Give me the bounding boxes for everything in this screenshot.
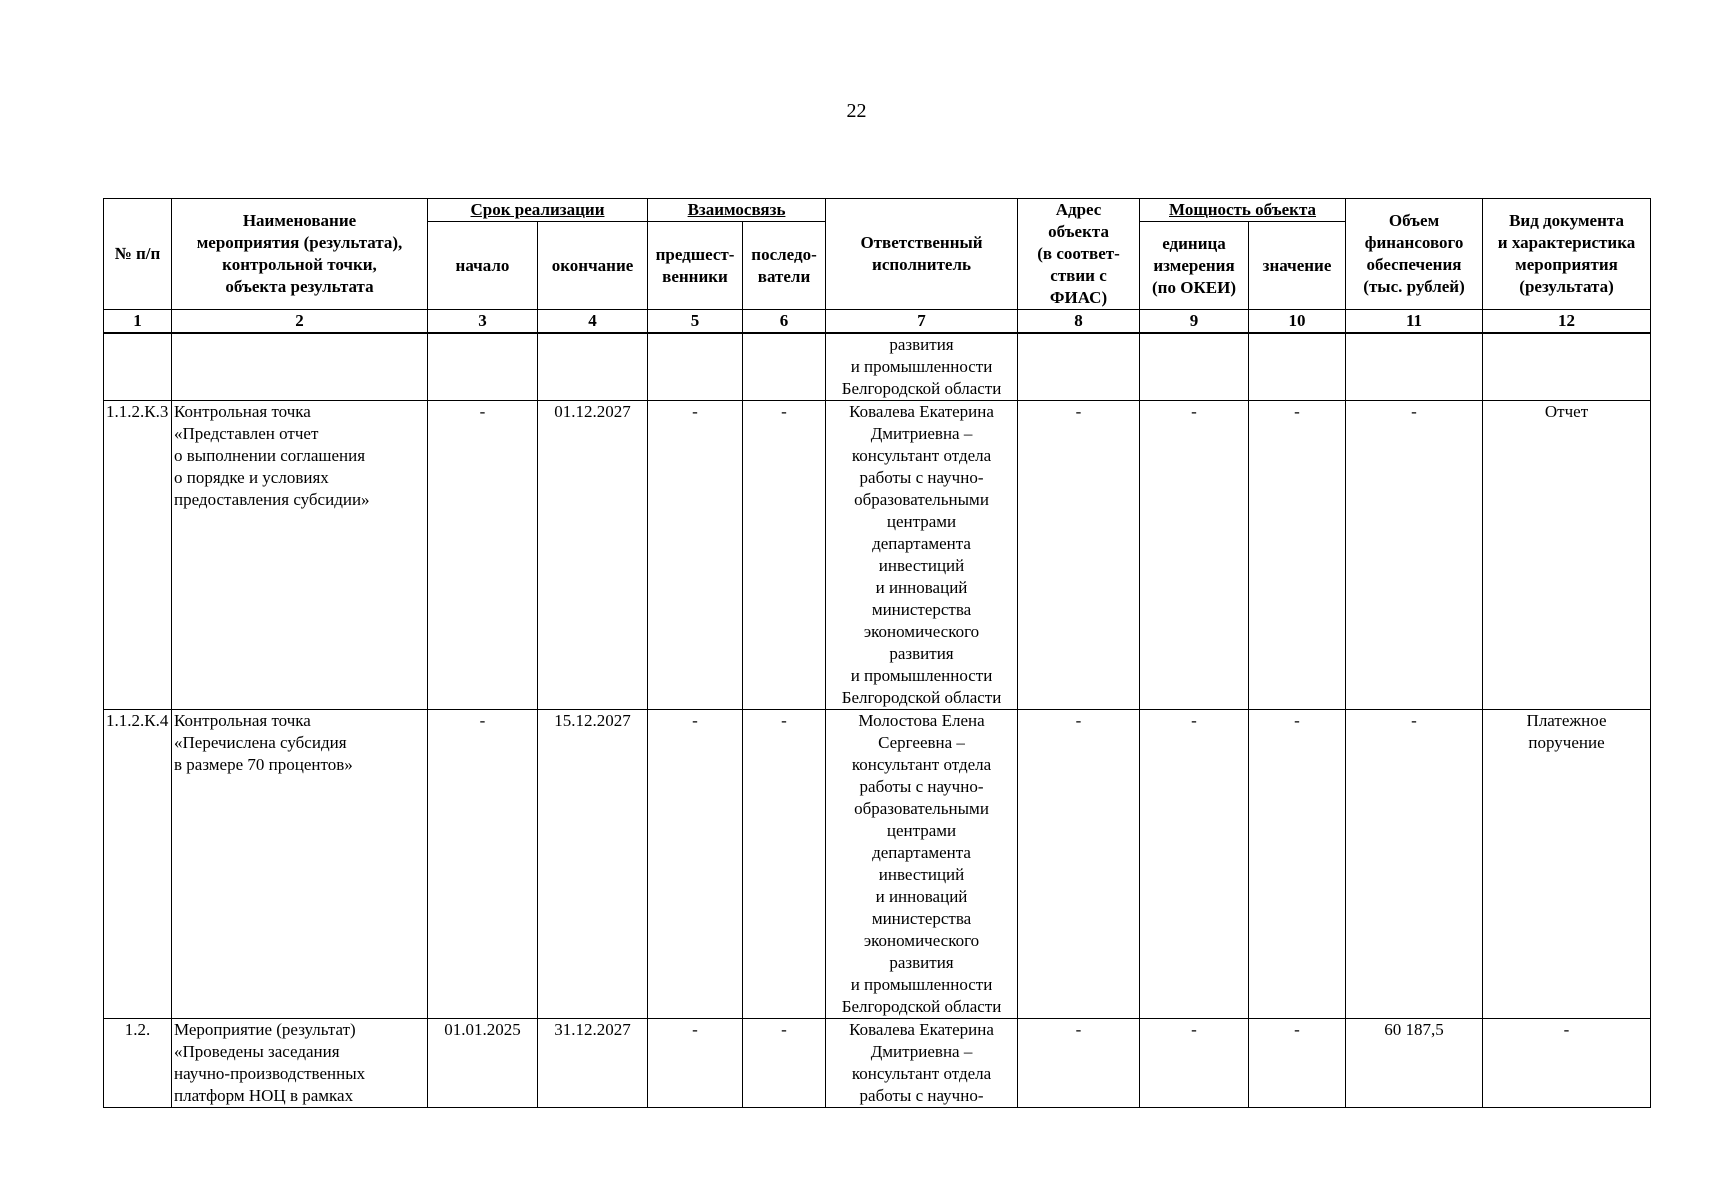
col-number: 9 bbox=[1140, 310, 1249, 334]
row-start bbox=[428, 333, 538, 401]
header-capacity: Мощность объекта bbox=[1140, 199, 1346, 222]
col-number: 1 bbox=[104, 310, 172, 334]
row-finance: 60 187,5 bbox=[1346, 1019, 1483, 1108]
header-doctype: Вид документа и характеристика мероприятия (результата) bbox=[1483, 199, 1651, 310]
table-row bbox=[104, 710, 1651, 1019]
row-unit: - bbox=[1140, 401, 1249, 710]
col-number: 10 bbox=[1249, 310, 1346, 334]
col-number: 3 bbox=[428, 310, 538, 334]
row-executor: Ковалева Екатерина Дмитриевна – консультант отдела работы с научно- образовательными центрами департамента инвестиций и инноваций министерства экономического развития и промышленности Белгородской области bbox=[826, 401, 1018, 710]
table-row bbox=[104, 401, 1651, 710]
header-finance: Объем финансового обеспечения (тыс. рублей) bbox=[1346, 199, 1483, 310]
row-doctype: - bbox=[1483, 1019, 1651, 1108]
row-doctype: Отчет bbox=[1483, 401, 1651, 710]
col-number: 8 bbox=[1018, 310, 1140, 334]
table-row bbox=[104, 333, 1651, 401]
row-succ: - bbox=[743, 401, 826, 710]
row-succ: - bbox=[743, 710, 826, 1019]
header-num: № п/п bbox=[104, 199, 172, 310]
table-row bbox=[104, 1019, 1651, 1108]
row-pred bbox=[648, 333, 743, 401]
row-finance bbox=[1346, 333, 1483, 401]
row-pred: - bbox=[648, 710, 743, 1019]
row-executor: Молостова Елена Сергеевна – консультант отдела работы с научно- образовательными центрами департамента инвестиций и инноваций министерства экономического развития и промышленности Белгородской области bbox=[826, 710, 1018, 1019]
header-address: Адрес объекта (в соответ- ствии с ФИАС) bbox=[1018, 199, 1140, 310]
events-table bbox=[103, 198, 1651, 1108]
header-value: значение bbox=[1249, 222, 1346, 310]
col-number: 7 bbox=[826, 310, 1018, 334]
header-period: Срок реализации bbox=[428, 199, 648, 222]
col-number: 4 bbox=[538, 310, 648, 334]
row-name: Контрольная точка «Перечислена субсидия в размере 70 процентов» bbox=[172, 710, 428, 1019]
header-relation: Взаимосвязь bbox=[648, 199, 826, 222]
row-end: 31.12.2027 bbox=[538, 1019, 648, 1108]
row-address: - bbox=[1018, 401, 1140, 710]
row-end: 15.12.2027 bbox=[538, 710, 648, 1019]
col-number: 11 bbox=[1346, 310, 1483, 334]
row-unit bbox=[1140, 333, 1249, 401]
row-end: 01.12.2027 bbox=[538, 401, 648, 710]
row-unit: - bbox=[1140, 710, 1249, 1019]
row-name: Мероприятие (результат) «Проведены заседания научно-производственных платформ НОЦ в рамках bbox=[172, 1019, 428, 1108]
col-number: 6 bbox=[743, 310, 826, 334]
row-unit: - bbox=[1140, 1019, 1249, 1108]
row-finance: - bbox=[1346, 710, 1483, 1019]
row-finance: - bbox=[1346, 401, 1483, 710]
row-executor: Ковалева Екатерина Дмитриевна – консультант отдела работы с научно- bbox=[826, 1019, 1018, 1108]
row-value: - bbox=[1249, 1019, 1346, 1108]
row-num: 1.2. bbox=[104, 1019, 172, 1108]
header-unit: единица измерения (по ОКЕИ) bbox=[1140, 222, 1249, 310]
row-doctype bbox=[1483, 333, 1651, 401]
row-end bbox=[538, 333, 648, 401]
row-address: - bbox=[1018, 710, 1140, 1019]
row-address: - bbox=[1018, 1019, 1140, 1108]
row-value bbox=[1249, 333, 1346, 401]
row-num: 1.1.2.К.4 bbox=[104, 710, 172, 1019]
row-name bbox=[172, 333, 428, 401]
header-executor: Ответственный исполнитель bbox=[826, 199, 1018, 310]
row-doctype: Платежное поручение bbox=[1483, 710, 1651, 1019]
row-succ: - bbox=[743, 1019, 826, 1108]
row-num: 1.1.2.К.3 bbox=[104, 401, 172, 710]
row-num bbox=[104, 333, 172, 401]
column-numbers-row bbox=[104, 310, 1651, 334]
row-start: - bbox=[428, 710, 538, 1019]
row-value: - bbox=[1249, 710, 1346, 1019]
col-number: 12 bbox=[1483, 310, 1651, 334]
row-start: - bbox=[428, 401, 538, 710]
table-header bbox=[104, 199, 1651, 334]
row-start: 01.01.2025 bbox=[428, 1019, 538, 1108]
row-executor: развития и промышленности Белгородской области bbox=[826, 333, 1018, 401]
row-succ bbox=[743, 333, 826, 401]
header-start: начало bbox=[428, 222, 538, 310]
header-predecessors: предшест- венники bbox=[648, 222, 743, 310]
row-name: Контрольная точка «Представлен отчет о выполнении соглашения о порядке и условиях предоставления субсидии» bbox=[172, 401, 428, 710]
header-successors: последо- ватели bbox=[743, 222, 826, 310]
row-value: - bbox=[1249, 401, 1346, 710]
row-pred: - bbox=[648, 1019, 743, 1108]
header-name: Наименование мероприятия (результата), контрольной точки, объекта результата bbox=[172, 199, 428, 310]
col-number: 2 bbox=[172, 310, 428, 334]
row-address bbox=[1018, 333, 1140, 401]
col-number: 5 bbox=[648, 310, 743, 334]
page-number: 22 bbox=[846, 100, 867, 122]
row-pred: - bbox=[648, 401, 743, 710]
header-end: окончание bbox=[538, 222, 648, 310]
